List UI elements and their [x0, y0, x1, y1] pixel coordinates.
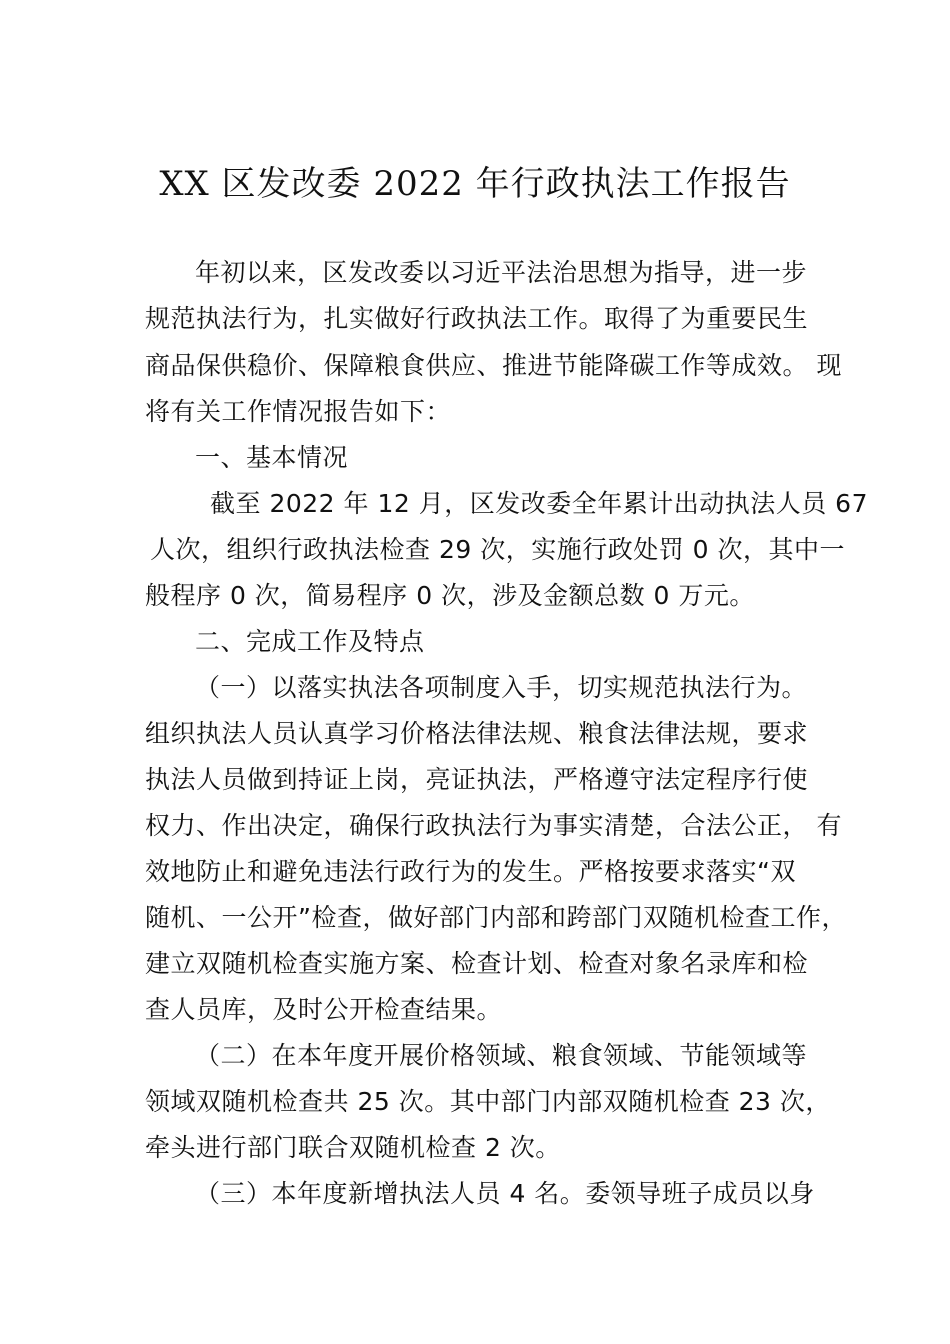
paragraph-line: 般程序 0 次，简易程序 0 次，涉及金额总数 0 万元。 [145, 581, 755, 610]
paragraph-line: 执法人员做到持证上岗，亮证执法，严格遵守法定程序行使 [145, 765, 809, 794]
paragraph-line: 牵头进行部门联合双随机检查 2 次。 [145, 1133, 561, 1162]
paragraph-line: 人次，组织行政执法检查 29 次，实施行政处罚 0 次，其中一 [150, 535, 846, 564]
paragraph-line: 规范执法行为，扎实做好行政执法工作。取得了为重要民生 [145, 304, 809, 333]
paragraph-line: （一）以落实执法各项制度入手，切实规范执法行为。 [195, 673, 808, 702]
paragraph-line: （二）在本年度开展价格领域、粮食领域、节能领域等 [195, 1041, 808, 1070]
paragraph-line: 查人员库，及时公开检查结果。 [145, 995, 503, 1024]
paragraph-line: 年初以来，区发改委以习近平法治思想为指导，进一步 [195, 258, 808, 287]
document-title: XX 区发改委 2022 年行政执法工作报告 [159, 164, 791, 204]
paragraph-line: 领域双随机检查共 25 次。其中部门内部双随机检查 23 次， [145, 1087, 831, 1116]
paragraph-line: 截至 2022 年 12 月，区发改委全年累计出动执法人员 67 [210, 489, 868, 518]
paragraph-line: 将有关工作情况报告如下： [145, 397, 452, 426]
paragraph-line: 组织执法人员认真学习价格法律法规、粮食法律法规，要求 [145, 719, 809, 748]
section-heading: 一、基本情况 [195, 443, 349, 472]
paragraph-line: 权力、作出决定，确保行政执法行为事实清楚，合法公正， 有 [145, 811, 842, 840]
paragraph-line: 效地防止和避免违法行政行为的发生。严格按要求落实“双 [145, 857, 796, 886]
paragraph-line: 建立双随机检查实施方案、检查计划、检查对象名录库和检 [145, 949, 809, 978]
paragraph-line: （三）本年度新增执法人员 4 名。委领导班子成员以身 [195, 1179, 815, 1208]
paragraph-line: 商品保供稳价、保障粮食供应、推进节能降碳工作等成效。 现 [145, 351, 842, 380]
section-heading: 二、完成工作及特点 [195, 627, 425, 656]
paragraph-line: 随机、一公开”检查，做好部门内部和跨部门双随机检查工作， [145, 903, 847, 932]
